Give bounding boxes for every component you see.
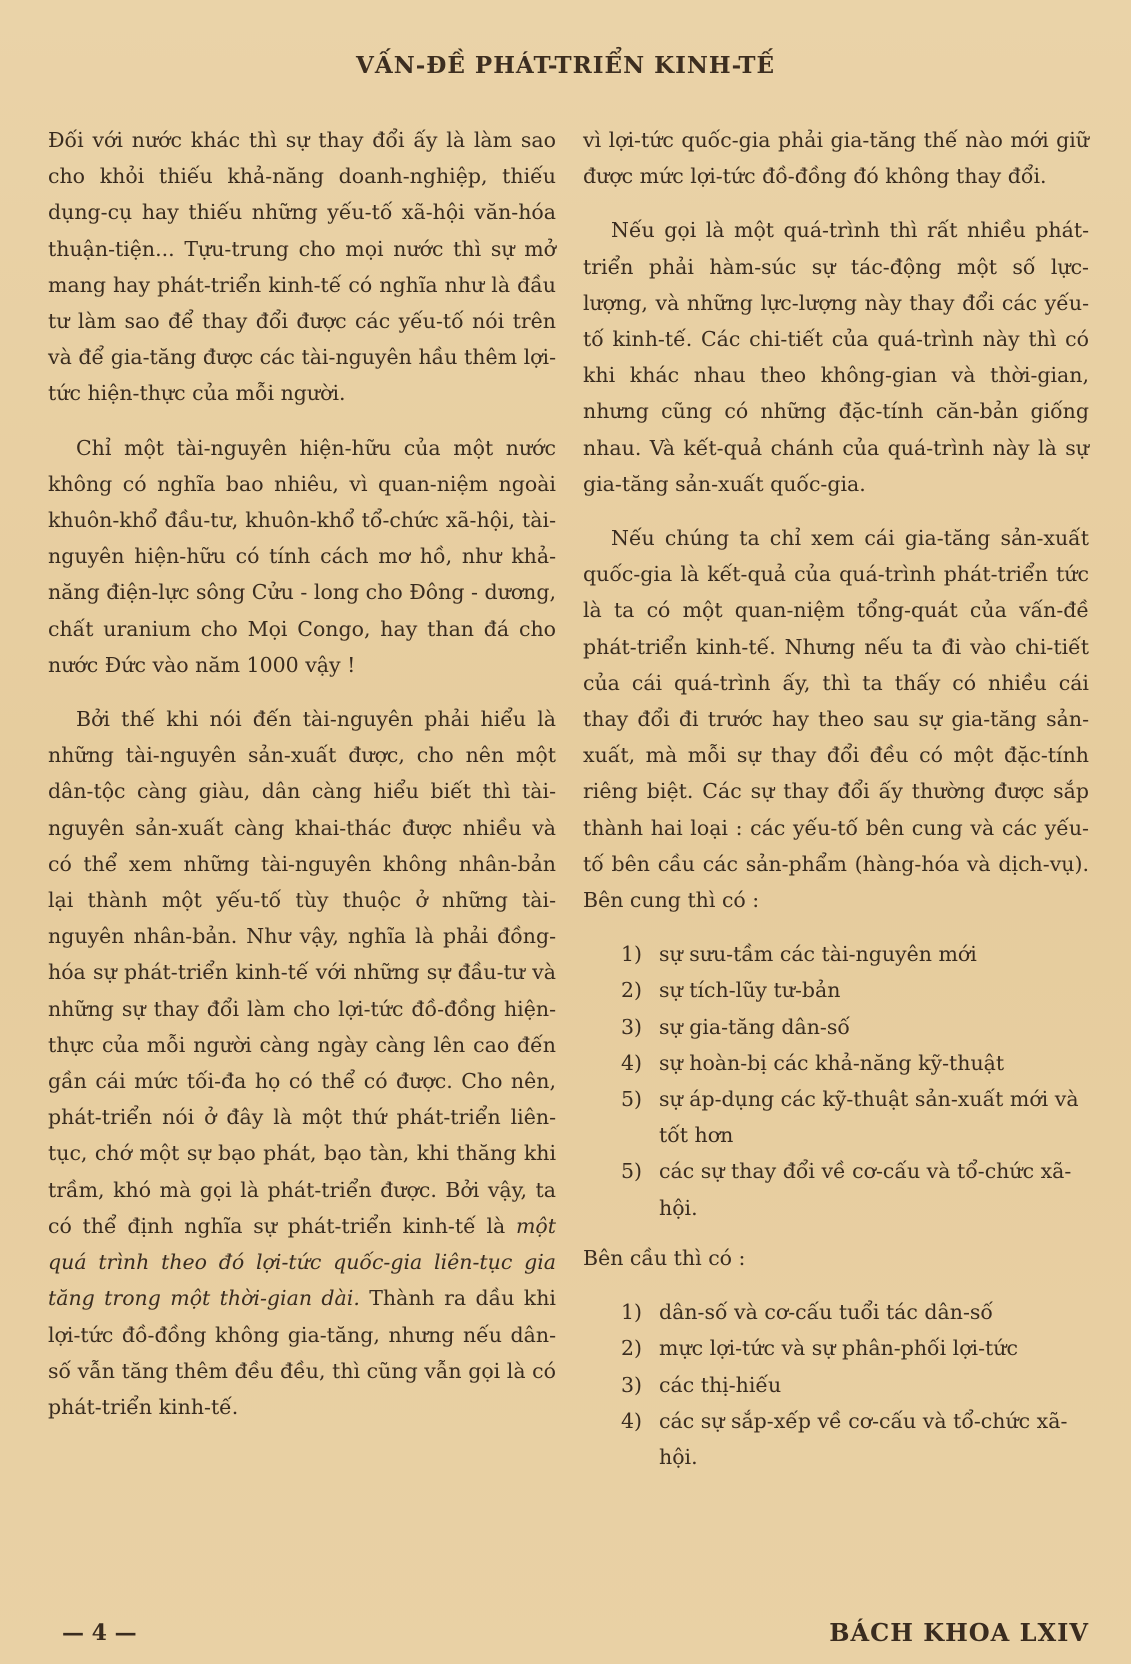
paragraph: Nếu chúng ta chỉ xem cái gia-tăng sản-xuất quốc-gia là kết-quả của quá-trình phát-triển tức là ta có một quan-niệm tổng-quát của vấn-đề phát-triển kinh-tế. Nhưng nếu ta đi vào chi-tiết của cái quá-trình ấy, thì ta thấy có nhiều cái thay đổi đi trước hay theo sau sự gia-tăng sản-xuất, mà mỗi sự thay đổi đều có một đặc-tính riêng biệt. Các sự thay đổi ấy thường được sắp thành hai loại : các yếu-tố bên cung và các yếu-tố bên cầu các sản-phẩm (hàng-hóa và dịch-vụ). Bên cung thì có : <box>583 526 1089 913</box>
list-item <box>621 1009 1089 1045</box>
running-head: VẤN-ĐỀ PHÁT-TRIỂN KINH-TẾ <box>356 52 775 79</box>
list-number: 4) <box>621 1408 643 1433</box>
list-item <box>621 936 1089 972</box>
page-number: — 4 — <box>62 1620 137 1646</box>
list-text: các sự sắp-xếp về cơ-cấu và tổ-chức xã-hội. <box>659 1408 1068 1469</box>
paragraph: Đối với nước khác thì sự thay đổi ấy là làm sao cho khỏi thiếu khả-năng doanh-nghiệp, thiếu dụng-cụ hay thiếu những yếu-tố xã-hội văn-hóa thuận-tiện... Tựu-trung cho mọi nước thì sự mở mang hay phát-triển kinh-tế có nghĩa như là đầu tư làm sao để thay đổi được các yếu-tố nói trên và để gia-tăng được các tài-nguyên hầu thêm lợi-tức hiện-thực của mỗi người. <box>48 128 556 406</box>
list-text: các sự thay đổi về cơ-cấu và tổ-chức xã-hội. <box>659 1159 1072 1220</box>
paragraph <box>48 701 556 1425</box>
list-number: 3) <box>621 1014 643 1039</box>
list-text: sự áp-dụng các kỹ-thuật sản-xuất mới và tốt hơn <box>659 1087 1079 1148</box>
list-item <box>621 1081 1089 1153</box>
list-text: sự sưu-tầm các tài-nguyên mới <box>659 942 977 967</box>
list-number: 4) <box>621 1050 643 1075</box>
list-number: 1) <box>621 942 643 967</box>
list-number: 5) <box>621 1087 643 1112</box>
list-number: 2) <box>621 978 643 1003</box>
list-item <box>621 1403 1089 1475</box>
list-text: sự hoàn-bị các khả-năng kỹ-thuật <box>659 1050 1005 1075</box>
demand-list <box>583 1294 1089 1475</box>
list-item <box>621 1294 1089 1330</box>
list-text: dân-số và cơ-cấu tuổi tác dân-số <box>659 1300 993 1325</box>
list-number: 5) <box>621 1159 643 1184</box>
list-item <box>621 972 1089 1008</box>
paragraph: Nếu gọi là một quá-trình thì rất nhiều phát-triển phải hàm-súc sự tác-động một số lực-lượng, và những lực-lượng này thay đổi các yếu-tố kinh-tế. Các chi-tiết của quá-trình này thì có khi khác nhau theo không-gian và thời-gian, nhưng cũng có những đặc-tính căn-bản giống nhau. Và kết-quả chánh của quá-trình này là sự gia-tăng sản-xuất quốc-gia. <box>583 218 1089 496</box>
list-item <box>621 1045 1089 1081</box>
list-text: mực lợi-tức và sự phân-phối lợi-tức <box>659 1336 1018 1361</box>
text-run: Thành ra dầu khi lợi-tức đồ-đồng không gia-tăng, nhưng nếu dân-số vẫn tăng thêm đều đều, thì cũng vẫn gọi là có phát-triển kinh-tế. <box>48 1286 556 1419</box>
left-column <box>48 122 556 1443</box>
right-column <box>583 122 1089 1489</box>
list-text: các thị-hiếu <box>659 1372 782 1397</box>
list-number: 1) <box>621 1300 643 1325</box>
list-number: 2) <box>621 1336 643 1361</box>
supply-list <box>583 936 1089 1226</box>
list-text: sự tích-lũy tư-bản <box>659 978 841 1003</box>
list-item <box>621 1153 1089 1225</box>
list-item <box>621 1330 1089 1366</box>
paragraph: Chỉ một tài-nguyên hiện-hữu của một nước không có nghĩa bao nhiêu, vì quan-niệm ngoài khuôn-khổ đầu-tư, khuôn-khổ tổ-chức xã-hội, tài-nguyên hiện-hữu có tính cách mơ hồ, như khả-năng điện-lực sông Cửu - long cho Đông - dương, chất uranium cho Mọi Congo, hay than đá cho nước Đức vào năm 1000 vậy ! <box>48 435 556 677</box>
magazine-name: BÁCH KHOA LXIV <box>829 1618 1089 1647</box>
list-number: 3) <box>621 1372 643 1397</box>
paragraph: Bên cầu thì có : <box>583 1245 746 1270</box>
list-text: sự gia-tăng dân-số <box>659 1014 850 1039</box>
paragraph: vì lợi-tức quốc-gia phải gia-tăng thế nào mới giữ được mức lợi-tức đồ-đồng đó không thay đổi. <box>583 128 1089 189</box>
text-run: Bởi thế khi nói đến tài-nguyên phải hiểu là những tài-nguyên sản-xuất được, cho nên một dân-tộc càng giàu, dân càng hiểu biết thì tài-nguyên sản-xuất càng khai-thác được nhiều và có thể xem những tài-nguyên không nhân-bản lại thành một yếu-tố tùy thuộc ở những tài-nguyên nhân-bản. Như vậy, nghĩa là phải đồng-hóa sự phát-triển kinh-tế với những sự đầu-tư và những sự thay đổi làm cho lợi-tức đồ-đồng hiện-thực của mỗi người càng ngày càng lên cao đến gần cái mức tối-đa họ có thể có được. Cho nên, phát-triển nói ở đây là một thứ phát-triển liên-tục, chớ một sự bạo phát, bạo tàn, khi thăng khi trầm, khó mà gọi là phát-triển được. Bởi vậy, ta có thể định nghĩa sự phát-triển kinh-tế là <box>48 707 556 1238</box>
italic-definition: một quá trình theo đó lợi-tức quốc-gia liên-tục gia tăng trong một thời-gian dài. <box>48 1213 556 1311</box>
list-item <box>621 1367 1089 1403</box>
